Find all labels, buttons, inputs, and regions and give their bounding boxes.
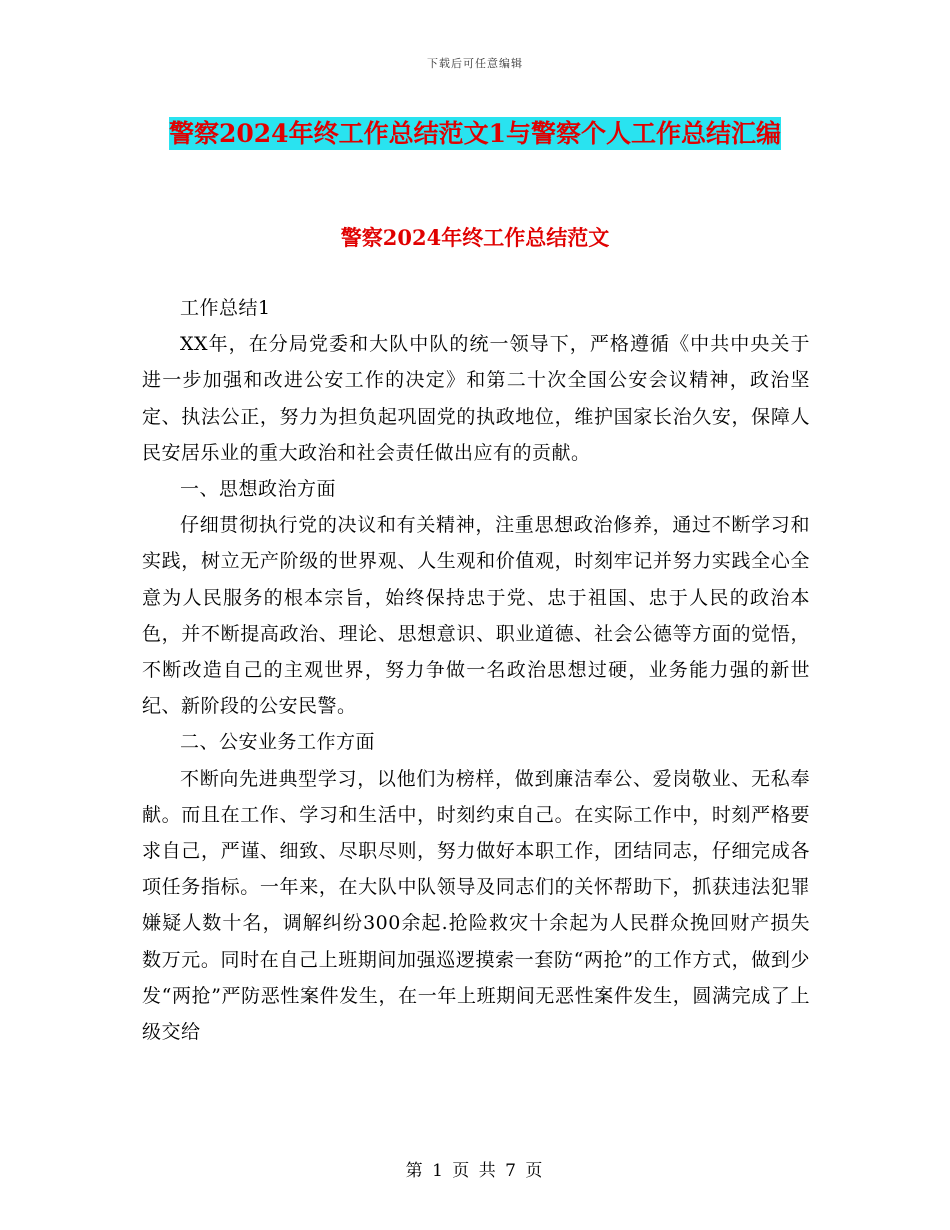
page-footer-indicator: 第 1 页 共 7 页	[405, 1161, 545, 1181]
paragraph-intro: XX年，在分局党委和大队中队的统一领导下，严格遵循《中共中央关于进一步加强和改进公安工作的决定》和第二十次全国公安会议精神，政治坚定、执法公正，努力为担负起巩固党的执政地位，维护国家长治久安，保障人民安居乐业的重大政治和社会责任做出应有的贡献。	[142, 333, 810, 464]
document-body	[142, 290, 810, 1050]
document-title-text: 警察2024年终工作总结范文1与警察个人工作总结汇编	[169, 119, 781, 148]
paragraph-heading-summary: 工作总结1	[180, 297, 271, 319]
document-subtitle: 警察2024年终工作总结范文	[340, 225, 610, 250]
paragraph-police-work: 不断向先进典型学习，以他们为榜样，做到廉洁奉公、爱岗敬业、无私奉献。而且在工作、学习和生活中，时刻约束自己。在实际工作中，时刻严格要求自己，严谨、细致、尽职尽则，努力做好本职工作，团结同志，仔细完成各项任务指标。一年来，在大队中队领导及同志们的关怀帮助下，抓获违法犯罪嫌疑人数十名，调解纠纷300余起.抢险救灾十余起为人民群众挽回财产损失数万元。同时在自己上班期间加强巡逻摸索一套防“两抢”的工作方式，做到少发“两抢”严防恶性案件发生，在一年上班期间无恶性案件发生，圆满完成了上级交给	[142, 767, 810, 1044]
paragraph-political: 仔细贯彻执行党的决议和有关精神，注重思想政治修养，通过不断学习和实践，树立无产阶级的世界观、人生观和价值观，时刻牢记并努力实践全心全意为人民服务的根本宗旨，始终保持忠于党、忠于祖国、忠于人民的政治本色，并不断提高政治、理论、思想意识、职业道德、社会公德等方面的觉悟，不断改造自己的主观世界，努力争做一名政治思想过硬，业务能力强的新世纪、新阶段的公安民警。	[142, 514, 810, 718]
page-header-note: 下载后可任意编辑	[427, 57, 523, 70]
document-title	[140, 112, 810, 155]
section-heading-police-work: 二、公安业务工作方面	[180, 731, 376, 754]
section-heading-political: 一、思想政治方面	[180, 478, 337, 501]
